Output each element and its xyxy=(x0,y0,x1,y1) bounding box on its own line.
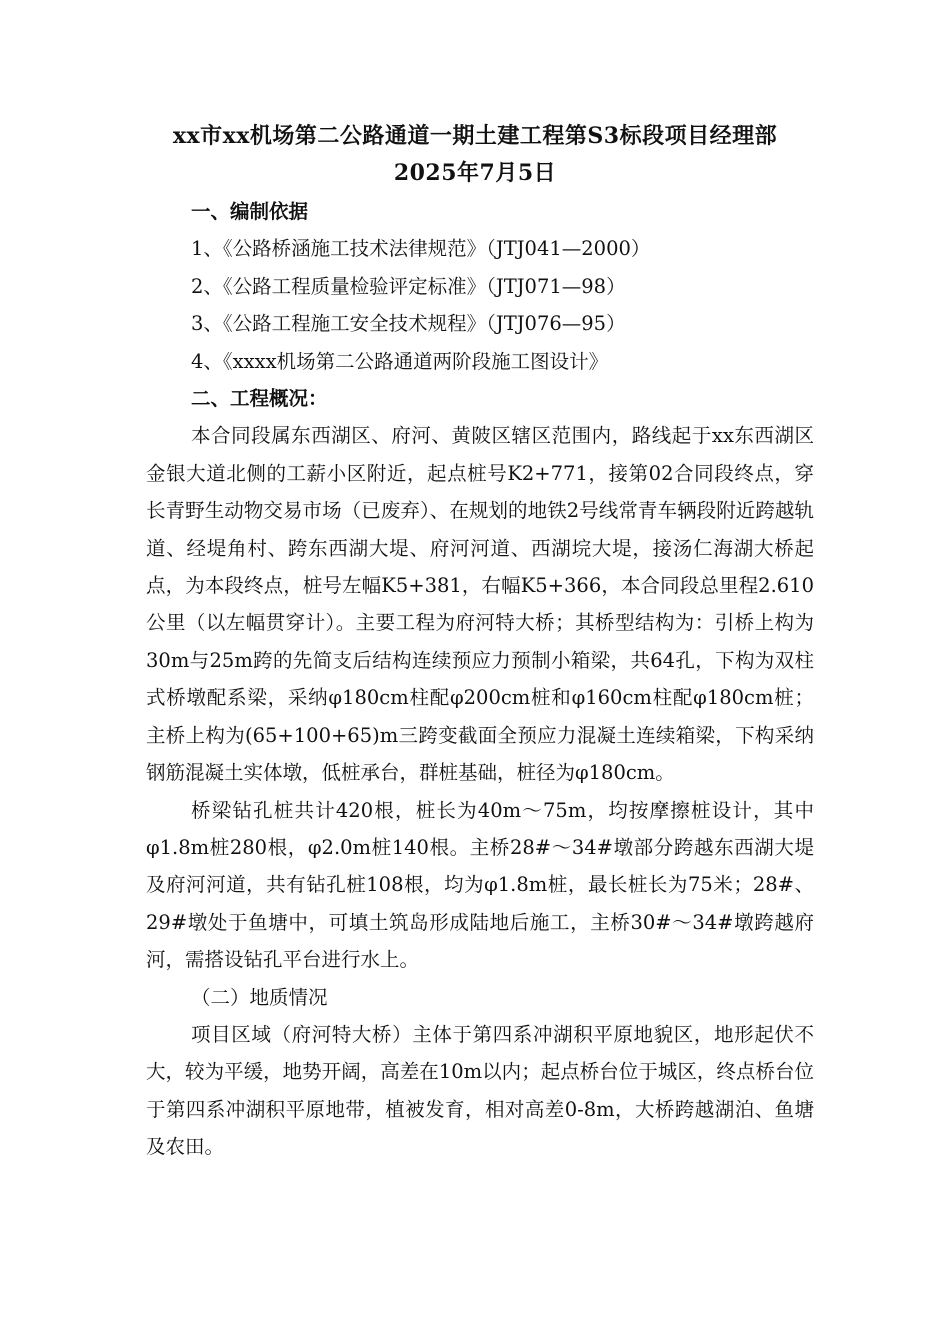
overview-paragraph-1: 本合同段属东西湖区、府河、黄陂区辖区范围内，路线起于xx东西湖区金银大道北侧的工薪小区附近，起点桩号K2+771，接第02合同段终点，穿长青野生动物交易市场（已废弃）、在规划的地铁2号线常青车辆段附近跨越轨道、经堤角村、跨东西湖大堤、府河河道、西湖垸大堤，接汤仁海湖大桥起点，为本段终点，桩号左幅K5+381，右幅K5+366，本合同段总里程2.610公里（以左幅贯穿计）。主要工程为府河特大桥；其桥型结构为：引桥上构为30m与25m跨的先简支后结构连续预应力预制小箱梁，共64孔，下构为双柱式桥墩配系梁，采纳φ180cm柱配φ200cm桩和φ160cm柱配φ180cm桩；主桥上构为(65+100+65)m三跨变截面全预应力混凝土连续箱梁，下构采纳钢筋混凝土实体墩，低桩承台，群桩基础，桩径为φ180cm。 xyxy=(146,424,814,785)
overview-paragraph-2: 桥梁钻孔桩共计420根，桩长为40m～75m，均按摩擦桩设计，其中φ1.8m桩280根，φ2.0m桩140根。主桥28#～34#墩部分跨越东西湖大堤及府河河道，共有钻孔桩108根，均为φ1.8m桩，最长桩长为75米；28#、29#墩处于鱼塘中，可填土筑岛形成陆地后施工，主桥30#～34#墩跨越府河，需搭设钻孔平台进行水上。 xyxy=(146,798,814,972)
basis-item-4: 4、《xxxx机场第二公路通道两阶段施工图设计》 xyxy=(191,349,609,373)
subsection-heading-geology: （二）地质情况 xyxy=(191,985,328,1009)
basis-item-3: 3、《公路工程施工安全技术规程》（JTJ076—95） xyxy=(191,312,626,336)
basis-item-2: 2、《公路工程质量检验评定标准》（JTJ071—98） xyxy=(191,274,626,298)
document-date: 2025年7月5日 xyxy=(393,160,557,186)
basis-item-1: 1、《公路桥涵施工技术法律规范》（JTJ041—2000） xyxy=(191,237,651,261)
section-heading-basis: 一、编制依据 xyxy=(191,200,309,223)
document-title: xx市xx机场第二公路通道一期土建工程第S3标段项目经理部 xyxy=(172,123,778,149)
geology-paragraph: 项目区域（府河特大桥）主体于第四系冲湖积平原地貌区，地形起伏不大，较为平缓，地势开阔，高差在10m以内；起点桥台位于城区，终点桥台位于第四系冲湖积平原地带，植被发育，相对高差0-8m，大桥跨越湖泊、鱼塘及农田。 xyxy=(146,1022,814,1159)
document-body xyxy=(146,193,814,1166)
section-heading-overview: 二、工程概况： xyxy=(191,387,328,411)
